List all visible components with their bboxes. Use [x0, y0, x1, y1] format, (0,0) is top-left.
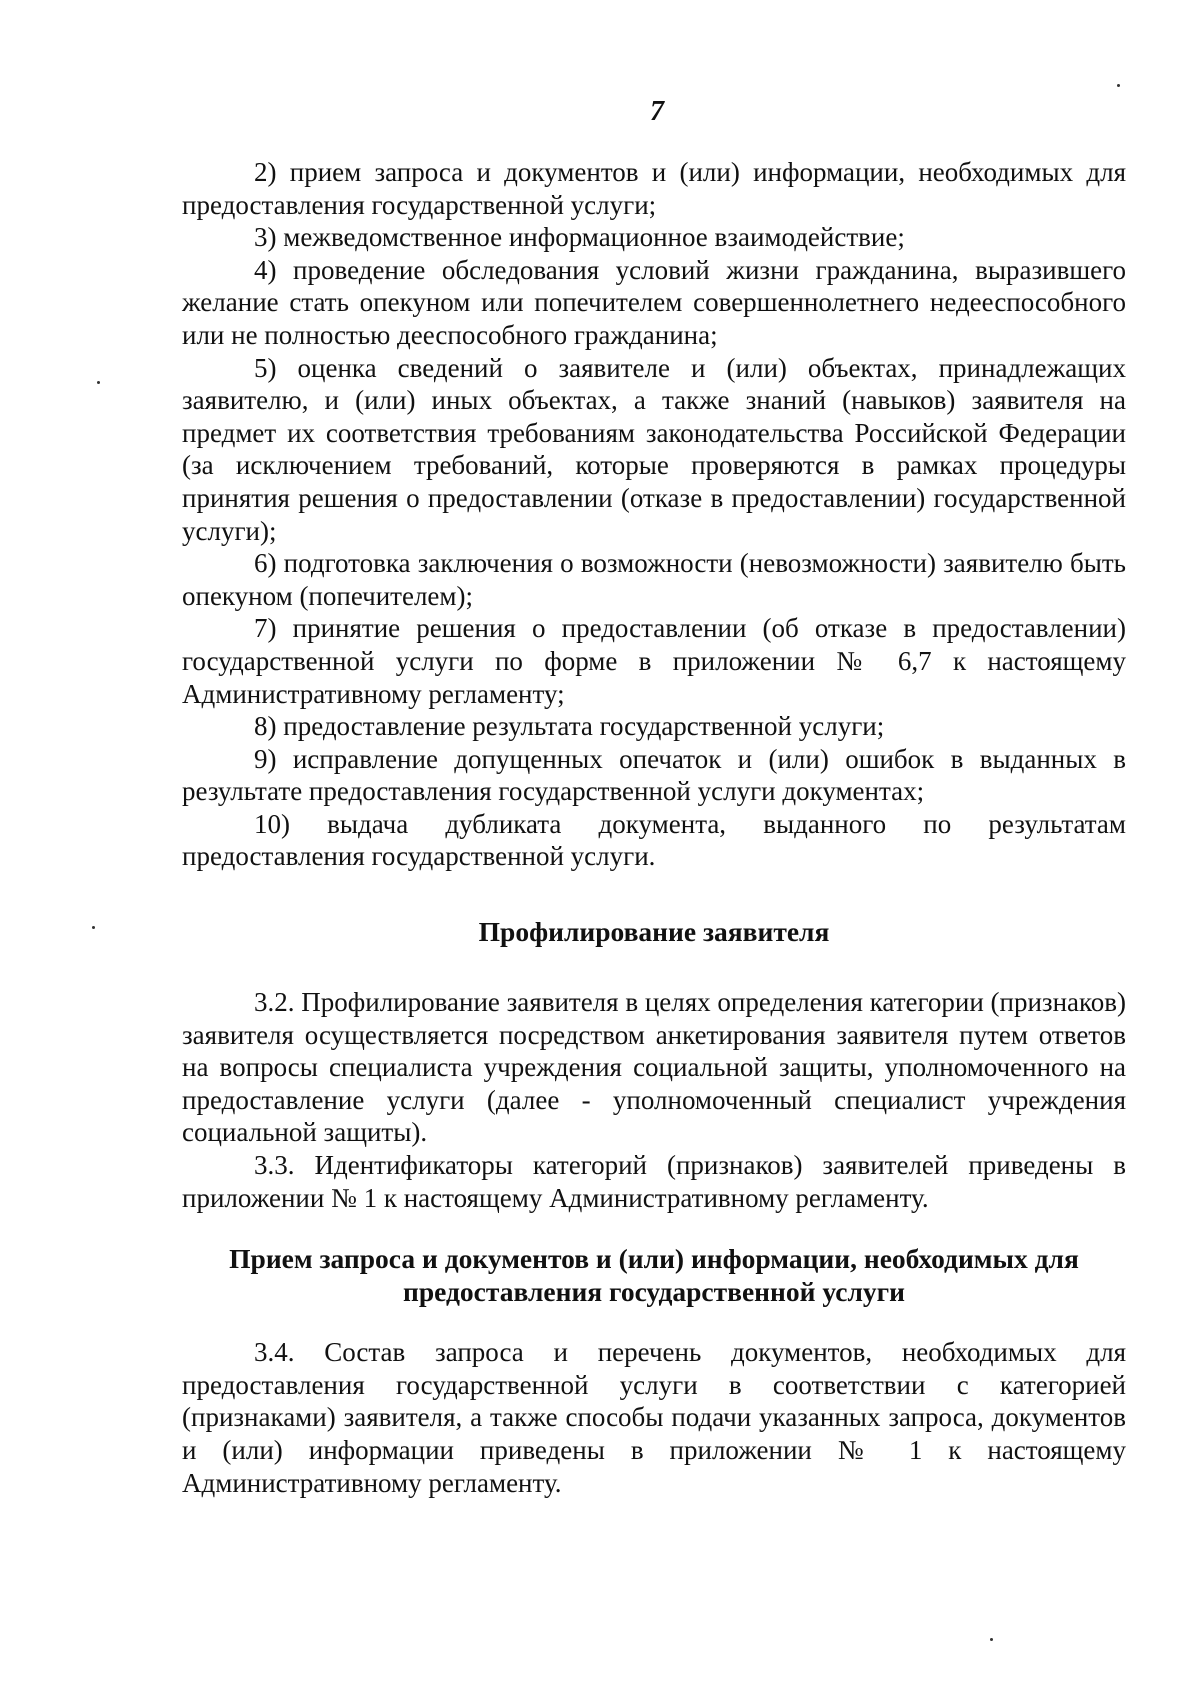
document-body: [182, 156, 1126, 1499]
list-item-9: 9) исправление допущенных опечаток и (или) ошибок в выданных в результате предоставления государственной услуги документах;: [182, 743, 1126, 807]
list-item-7: 7) принятие решения о предоставлении (об отказе в предоставлении) государственной услуги по форме в приложении № 6,7 к настоящему Административному регламенту;: [182, 613, 1126, 709]
list-item-3: 3) межведомственное информационное взаимодействие;: [254, 222, 905, 253]
paragraph-3-3: 3.3. Идентификаторы категорий (признаков) заявителей приведены в приложении № 1 к настоящему Административному регламенту.: [182, 1150, 1126, 1213]
list-item-4: 4) проведение обследования условий жизни гражданина, выразившего желание стать опекуном или попечителем совершеннолетнего недееспособного или не полностью дееспособного гражданина;: [182, 254, 1126, 350]
list-item-5: 5) оценка сведений о заявителе и (или) объектах, принадлежащих заявителю, и (или) иных объектах, а также знаний (навыков) заявителя на предмет их соответствия требованиям законодательства Российской Федерации (за исключением требований, которые проверяются в рамках процедуры принятия решения о предоставлении (отказе в предоставлении) государственной услуги);: [182, 352, 1126, 546]
section-heading-profiling: Профилирование заявителя: [478, 916, 830, 948]
section-heading-request-reception: [182, 1242, 1126, 1308]
list-item-10: 10) выдача дубликата документа, выданного по результатам предоставления государственной услуги.: [182, 808, 1126, 872]
scan-speck: [1117, 84, 1120, 87]
list-item-8: 8) предоставление результата государственной услуги;: [254, 711, 885, 742]
section-heading-line-2: предоставления государственной услуги: [403, 1276, 905, 1308]
list-item-6: 6) подготовка заключения о возможности (невозможности) заявителю быть опекуном (попечителем);: [182, 548, 1126, 611]
paragraph-3-2: 3.2. Профилирование заявителя в целях определения категории (признаков) заявителя осуществляется посредством анкетирования заявителя путем ответов на вопросы специалиста учреждения социальной защиты, уполномоченного на предоставление услуги (далее - уполномоченный специалист учреждения социальной защиты).: [182, 987, 1127, 1148]
scan-speck: [97, 381, 100, 384]
page-number: 7: [650, 96, 664, 127]
scan-speck: [990, 1638, 993, 1641]
section-heading-line-1: Прием запроса и документов и (или) информации, необходимых для: [229, 1243, 1079, 1275]
paragraph-3-4: 3.4. Состав запроса и перечень документов, необходимых для предоставления государственной услуги в соответствии с категорией (признаками) заявителя, а также способы подачи указанных запроса, документов и (или) информации приведены в приложении № 1 к настоящему Административному регламенту.: [182, 1337, 1126, 1498]
list-item-2: 2) прием запроса и документов и (или) информации, необходимых для предоставления государственной услуги;: [182, 157, 1126, 220]
scan-speck: [92, 926, 95, 929]
